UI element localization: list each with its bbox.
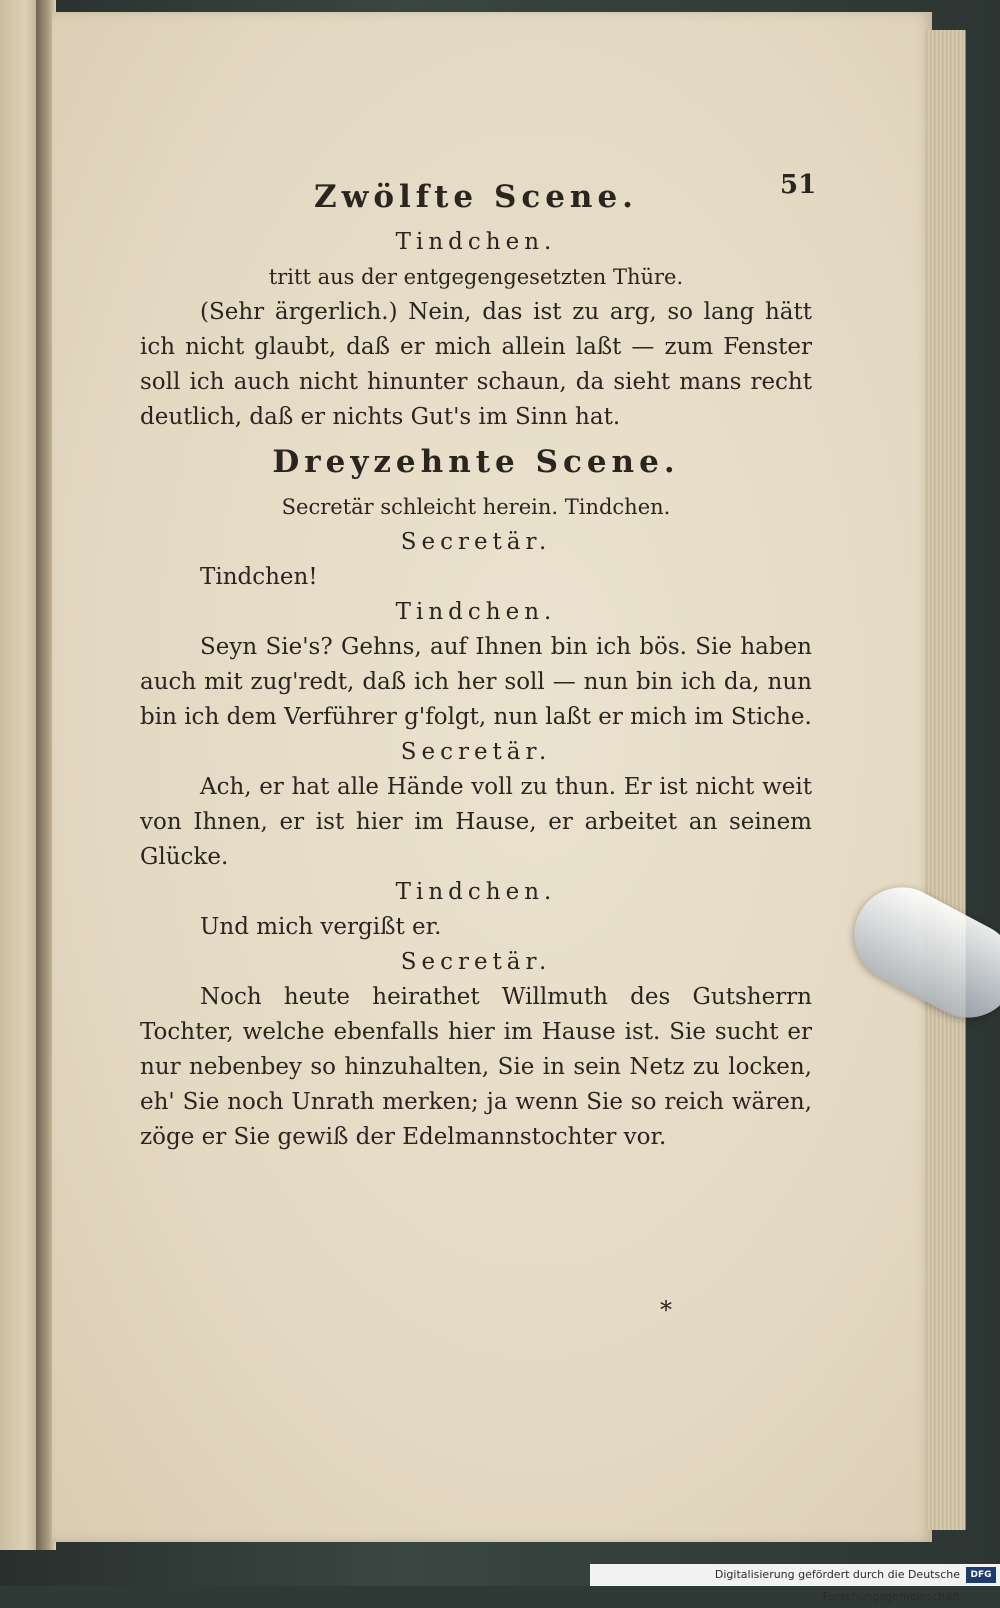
dialogue-paragraph: Seyn Sie's? Gehns, auf Ihnen bin ich bös. Sie haben auch mit zug'redt, daß ich her soll — nun bin ich da, nun bin ich dem Verführer g'folgt, nun laßt er mich im Stiche. — [140, 634, 812, 730]
dialogue-paragraph: Tindchen! — [200, 564, 318, 590]
page-text — [140, 170, 812, 1155]
speaker-name: Tindchen. — [395, 229, 557, 255]
page-number: 51 — [780, 170, 817, 200]
scene-heading: Zwölfte Scene. — [314, 179, 638, 215]
stage-direction: tritt aus der entgegengesetzten Thüre. — [268, 265, 684, 289]
dialogue-paragraph: Noch heute heirathet Willmuth des Gutsherrn Tochter, welche ebenfalls hier im Hause ist. Sie sucht er nur nebenbey so hinzuhalten, Sie in sein Netz zu locken, eh' Sie noch Unrath merken; ja wenn Sie so reich wären, zöge er Sie gewiß der Edelmannstochter vor. — [140, 984, 812, 1150]
speaker-name: Tindchen. — [395, 599, 557, 625]
speaker-name: Secretär. — [400, 949, 552, 975]
speaker-name: Secretär. — [400, 739, 552, 765]
footer-credit: Digitalisierung gefördert durch die Deutsche Forschungsgemeinschaft — [590, 1564, 1000, 1586]
dfg-logo: DFG — [966, 1567, 996, 1583]
stage-direction: Secretär schleicht herein. Tindchen. — [281, 495, 671, 519]
catchword-mark: * — [660, 1296, 672, 1324]
dialogue-paragraph: Ach, er hat alle Hände voll zu thun. Er ist nicht weit von Ihnen, er ist hier im Hause, er arbeitet an seinem Glücke. — [140, 774, 812, 870]
dialogue-paragraph: (Sehr ärgerlich.) Nein, das ist zu arg, so lang hätt ich nicht glaubt, daß er mich allein laßt — zum Fenster soll ich auch nicht hinunter schaun, da sieht mans recht deutlich, daß er nichts Gut's im Sinn hat. — [140, 299, 812, 430]
page-stack-edge — [925, 30, 966, 1530]
speaker-name: Secretär. — [400, 529, 552, 555]
speaker-name: Tindchen. — [395, 879, 557, 905]
scene-heading: Dreyzehnte Scene. — [272, 444, 680, 480]
dialogue-paragraph: Und mich vergißt er. — [200, 914, 442, 940]
